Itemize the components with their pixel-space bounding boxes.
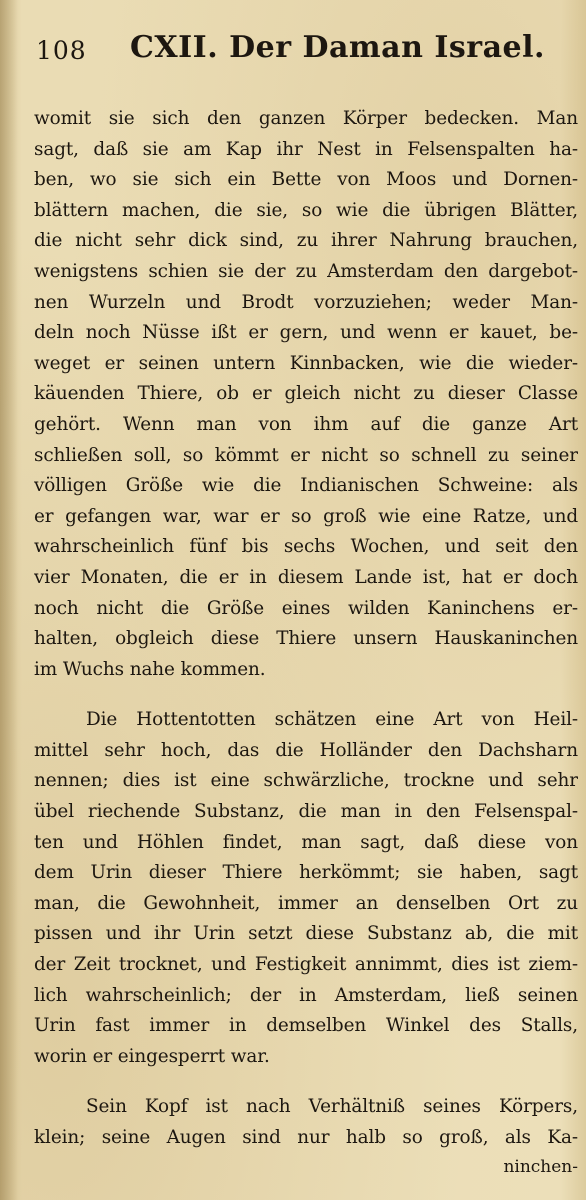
text-line: womit sie sich den ganzen Körper bedecken. Man — [34, 108, 578, 129]
paragraph-3 — [34, 1092, 578, 1153]
text-line: noch nicht die Größe eines wilden Kaninchens er- — [34, 597, 578, 619]
text-line: nennen; dies ist eine schwärzliche, trockne und sehr — [34, 770, 578, 792]
text-line: man, die Gewohnheit, immer an denselben Ort zu — [34, 892, 578, 914]
text-line: wenigstens schien sie der zu Amsterdam den dargebot- — [34, 260, 578, 282]
text-line: dem Urin dieser Thiere herkömmt; sie haben, sagt — [34, 862, 578, 884]
text-line: gehört. Wenn man von ihm auf die ganze Art — [34, 413, 578, 435]
text-line: worin er eingesperrt war. — [34, 1045, 270, 1067]
text-line: völligen Größe wie die Indianischen Schweine: als — [34, 475, 578, 497]
text-line: vier Monaten, die er in diesem Lande ist, hat er doch — [34, 566, 578, 588]
paragraph-1 — [34, 104, 578, 685]
text-line: deln noch Nüsse ißt er gern, und wenn er kauet, be- — [34, 322, 578, 344]
text-line: die nicht sehr dick sind, zu ihrer Nahrung brauchen, — [34, 230, 578, 252]
running-head — [34, 26, 554, 74]
text-line: klein; seine Augen sind nur halb so groß, als Ka- — [34, 1127, 578, 1148]
text-line: sagt, daß sie am Kap ihr Nest in Felsenspalten ha- — [34, 138, 578, 160]
text-line: ten und Höhlen findet, man sagt, daß diese von — [34, 831, 578, 853]
text-line: Sein Kopf ist nach Verhältniß seines Körpers, — [86, 1096, 578, 1118]
text-line: mittel sehr hoch, das die Holländer den Dachsharn — [34, 739, 578, 761]
page-number: 108 — [36, 36, 87, 65]
paragraph-gap — [34, 685, 578, 705]
text-line: blättern machen, die sie, so wie die übrigen Blätter, — [34, 199, 578, 221]
body-text — [34, 104, 578, 1154]
binding-shadow — [0, 0, 18, 1200]
text-line: käuenden Thiere, ob er gleich nicht zu dieser Classe — [34, 383, 578, 405]
text-line: weget er seinen untern Kinnbacken, wie die wieder- — [34, 352, 578, 374]
text-line: schließen soll, so kömmt er nicht so schnell zu seiner — [34, 444, 578, 466]
text-line: der Zeit trocknet, und Festigkeit annimmt, dies ist ziem- — [34, 954, 578, 976]
text-line: im Wuchs nahe kommen. — [34, 658, 266, 680]
text-line: halten, obgleich diese Thiere unsern Hauskaninchen — [34, 628, 578, 650]
paragraph-gap — [34, 1072, 578, 1092]
text-line: er gefangen war, war er so groß wie eine Ratze, und — [34, 505, 578, 527]
text-line: pissen und ihr Urin setzt diese Substanz ab, die mit — [34, 923, 578, 945]
text-line: wahrscheinlich fünf bis sechs Wochen, und seit den — [34, 536, 578, 558]
chapter-title: CXII. Der Daman Israel. — [130, 30, 545, 65]
text-line: Urin fast immer in demselben Winkel des Stalls, — [34, 1015, 578, 1037]
paragraph-2 — [34, 705, 578, 1072]
catchword: ninchen- — [503, 1157, 578, 1177]
text-line: ben, wo sie sich ein Bette von Moos und Dornen- — [34, 169, 578, 191]
text-line: nen Wurzeln und Brodt vorzuziehen; weder Man- — [34, 291, 578, 313]
text-line: übel riechende Substanz, die man in den Felsenspal- — [34, 801, 578, 823]
text-line: Die Hottentotten schätzen eine Art von Heil- — [86, 709, 578, 731]
text-line: lich wahrscheinlich; der in Amsterdam, ließ seinen — [34, 984, 578, 1006]
